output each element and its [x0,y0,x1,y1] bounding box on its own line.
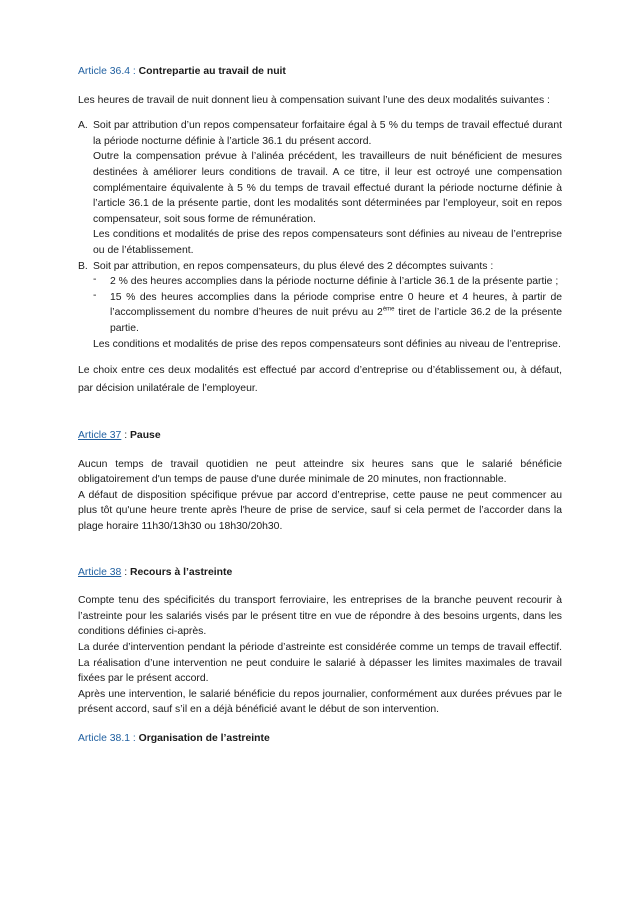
ordinal-superscript: ème [382,306,395,313]
article-36-4-title: Contrepartie au travail de nuit [138,66,286,77]
article-38-1-heading [78,731,562,747]
option-b-bullet-2 [78,290,562,337]
article-38-1-number: Article 38.1 [78,733,130,744]
option-a-paragraph-1: Soit par attribution d’un repos compensateur forfaitaire égal à 5 % du temps de travail effectué durant la période nocturne définie à l’article 36.1 du présent accord. [93,120,562,147]
article-38-paragraph-3: Après une intervention, le salarié bénéficie du repos journalier, conformément aux durées prévues par le présent accord, sauf s’il en a déjà bénéficié avant le début de son intervention. [78,688,562,716]
dash-bullet: - [93,289,97,301]
document-page [78,64,562,747]
option-a-paragraph-3: Les conditions et modalités de prise des repos compensateurs sont définies au niveau de l’entreprise ou de l’établissement. [93,229,562,256]
option-a-marker: A. [78,120,88,132]
option-b [78,259,562,275]
article-37-title: Pause [130,430,161,442]
article-36-4-heading [78,64,562,80]
article-38-1-title: Organisation de l’astreinte [138,733,270,744]
article-36-4-number: Article 36.4 [78,66,130,77]
option-a-paragraph-2: Outre la compensation prévue à l’alinéa précédent, les travailleurs de nuit bénéficient de mesures destinées à améliorer leurs conditions de travail. A ce titre, il leur est octroyé une compensation complémentaire équivalente à 5 % du temps de travail effectué durant la période nocturne définie à l’article 36.1 de la présente partie, dont les modalités sont déterminées par l’employeur, soit en repos compensateur, soit sous forme de rémunération. [93,151,562,225]
article-38-1-sep: : [129,733,139,744]
article-38-heading [78,565,562,581]
article-37-heading [78,428,562,444]
article-38-title: Recours à l’astreinte [130,566,233,578]
article-38-link[interactable]: Article 38 [78,566,122,578]
article-37-sep: : [121,430,130,442]
article-37-paragraph-1: Aucun temps de travail quotidien ne peut atteindre six heures sans que le salarié bénéficie obligatoirement d'un temps de pause d'une durée minimale de 20 minutes, non fractionnable. [78,458,562,486]
option-b-bullet-1-text: 2 % des heures accomplies dans la période nocturne définie à l’article 36.1 de la présente partie ; [110,276,559,288]
option-b-paragraph-2: Les conditions et modalités de prise des repos compensateurs sont définies au niveau de l’entreprise. [93,338,561,350]
option-b-footer [78,337,562,353]
article-38-paragraph-2: La durée d’intervention pendant la période d’astreinte est considérée comme un temps de travail effectif. La réalisation d’une intervention ne peut conduire le salarié à dépasser les limites maximales de travail fixées par le présent accord. [78,642,562,685]
article-36-4-sep: : [129,66,139,77]
article-36-4-intro: Les heures de travail de nuit donnent lieu à compensation suivant l’une des deux modalités suivantes : [78,94,550,106]
article-38-paragraph-1: Compte tenu des spécificités du transport ferroviaire, les entreprises de la branche peuvent recourir à l’astreinte pour les salariés visés par le présent titre en vue de répondre à des besoins urgents, dans les conditions définies ci-après. [78,595,562,638]
option-b-bullet-2-text-post: tiret de l’article 36.2 de la présente partie. [110,307,562,334]
option-b-paragraph-1: Soit par attribution, en repos compensateurs, du plus élevé des 2 décomptes suivants : [93,260,494,272]
option-b-marker: B. [78,260,88,272]
article-37-link[interactable]: Article 37 [78,430,122,442]
dash-bullet: - [93,274,97,286]
article-36-4-closing: Le choix entre ces deux modalités est effectué par accord d’entreprise ou d’établissement ou, à défaut, par décision unilatérale de l’employeur. [78,365,562,395]
option-a [78,118,562,258]
article-38-sep: : [121,566,130,578]
option-b-bullet-2-text-pre: 15 % des heures accomplies dans la période comprise entre 0 heure et 4 heures, à partir de l’accomplissement du nombre d’heures de nuit prévu au 2 [110,291,562,319]
option-b-bullet-1 [78,274,562,290]
article-37-paragraph-2: A défaut de disposition spécifique prévue par accord d’entreprise, cette pause ne peut commencer au plus tôt qu'une heure trente après l'heure de prise de service, sauf si cela permet de l’accorder dans la plage horaire 11h30/13h30 ou 18h30/20h30. [78,489,562,533]
